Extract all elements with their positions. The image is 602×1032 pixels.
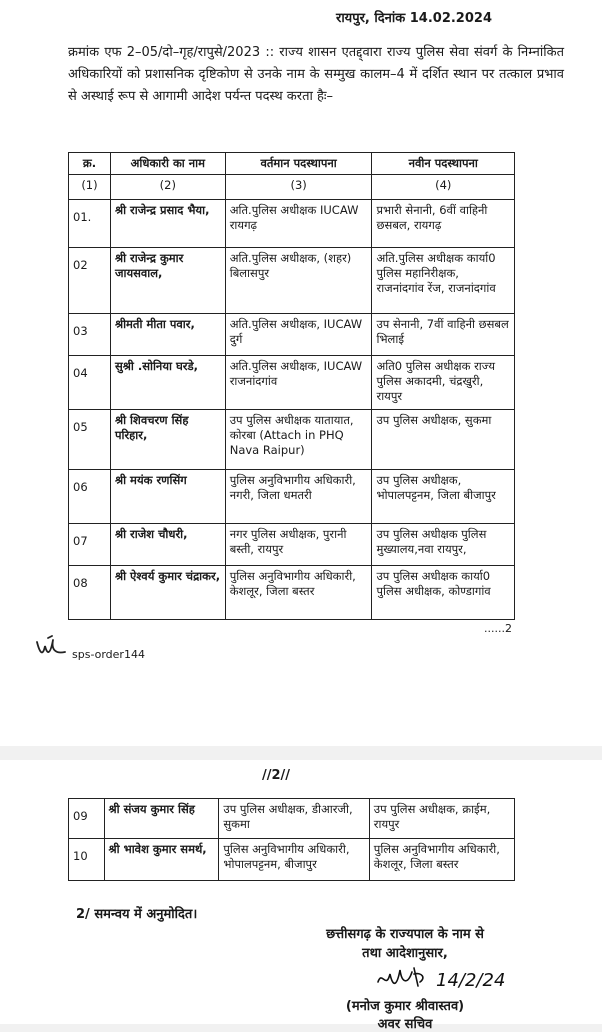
column-number: (3) [225,175,372,200]
posting-table [68,152,515,620]
officer-name: सुश्री .सोनिया घरडे, [110,356,225,410]
page-number: //2// [262,768,291,783]
table-row [69,356,515,410]
header-current-posting: वर्तमान पदस्थापना [225,153,372,175]
officer-name: श्री मयंक रणसिंग [110,470,225,524]
reference-code: sps-order144 [72,648,145,661]
column-number: (2) [110,175,225,200]
handwritten-signature [374,960,524,996]
serial-number: 03 [69,314,111,356]
new-posting: अति.पुलिस अधीक्षक कार्या0 पुलिस महानिरीक्षक, राजनांदगांव रेंज, राजनांदगांव [372,248,515,314]
serial-number: 10 [69,839,105,881]
officer-name: श्री राजेन्द्र कुमार जायसवाल, [110,248,225,314]
current-posting: अति.पुलिस अधीक्षक IUCAW रायगढ़ [225,200,372,248]
officer-designation: अवर सचिव [377,1017,433,1032]
new-posting: प्रभारी सेनानी, 6वीं वाहिनी छसबल, रायगढ़ [372,200,515,248]
serial-number: 08 [69,566,111,620]
table-row [69,566,515,620]
current-posting: पुलिस अनुविभागीय अधिकारी, भोपालपट्टनम, बीजापुर [219,839,369,881]
place-date: रायपुर, दिनांक 14.02.2024 [336,11,492,26]
current-posting: अति.पुलिस अधीक्षक, IUCAW दुर्ग [225,314,372,356]
current-posting: उप पुलिस अधीक्षक यातायात, कोरबा (Attach in PHQ Nava Raipur) [225,410,372,470]
new-posting: उप पुलिस अधीक्षक, सुकमा [372,410,515,470]
new-posting: उप पुलिस अधीक्षक कार्या0 पुलिस अधीक्षक, कोण्डागांव [372,566,515,620]
officer-name: श्री शिवचरण सिंह परिहार, [110,410,225,470]
table-header-row [69,153,515,175]
table-row [69,410,515,470]
table-row [69,200,515,248]
officer-name-signatory: (मनोज कुमार श्रीवास्तव) [345,999,465,1014]
current-posting: उप पुलिस अधीक्षक, डीआरजी, सुकमा [219,799,369,839]
table-row [69,799,515,839]
header-officer-name: अधिकारी का नाम [110,153,225,175]
header-new-posting: नवीन पदस्थापना [372,153,515,175]
table-row [69,248,515,314]
header-sno: क्र. [69,153,111,175]
serial-number: 07 [69,524,111,566]
new-posting: उप पुलिस अधीक्षक पुलिस मुख्यालय,नवा रायपुर, [372,524,515,566]
table-row [69,524,515,566]
new-posting: पुलिस अनुविभागीय अधिकारी, केशलूर, जिला बस्तर [369,839,514,881]
approval-text: 2/ समन्वय में अनुमोदित। [76,907,198,922]
signature-date: 14/2/24 [436,970,506,991]
officer-name: श्रीमती मीता पवार, [110,314,225,356]
new-posting: उप पुलिस अधीक्षक, क्राईम, रायपुर [369,799,514,839]
officer-name: श्री राजेश चौधरी, [110,524,225,566]
current-posting: नगर पुलिस अधीक्षक, पुरानी बस्ती, रायपुर [225,524,372,566]
posting-table-continued [68,798,515,881]
handwritten-initials [34,634,68,660]
officer-name: श्री संजय कुमार सिंह [104,799,219,839]
current-posting: अति.पुलिस अधीक्षक, IUCAW राजनांदगांव [225,356,372,410]
table-row [69,314,515,356]
column-number-row [69,175,515,200]
table-row [69,839,515,881]
continued-marker: ......2 [484,622,512,635]
governor-authority-line: छत्तीसगढ़ के राज्यपाल के नाम से [326,927,484,942]
table-row [69,470,515,524]
current-posting: पुलिस अनुविभागीय अधिकारी, केशलूर, जिला बस्तर [225,566,372,620]
column-number: (4) [372,175,515,200]
new-posting: उप सेनानी, 7वीं वाहिनी छसबल भिलाई [372,314,515,356]
serial-number: 09 [69,799,105,839]
officer-name: श्री राजेन्द्र प्रसाद भैया, [110,200,225,248]
serial-number: 02 [69,248,111,314]
officer-name: श्री ऐश्वर्य कुमार चंद्राकर, [110,566,225,620]
current-posting: अति.पुलिस अधीक्षक, (शहर) बिलासपुर [225,248,372,314]
order-authority-line: तथा आदेशानुसार, [362,946,448,961]
serial-number: 05 [69,410,111,470]
current-posting: पुलिस अनुविभागीय अधिकारी, नगरी, जिला धमतरी [225,470,372,524]
order-paragraph: क्रमांक एफ 2–05/दो–गृह/रापुसे/2023 :: राज्य शासन एतद्द्वारा राज्य पुलिस सेवा संवर्ग के निम्नांकित अधिकारियों को प्रशासनिक दृष्टिकोण से उनके नाम के सम्मुख कालम–4 में दर्शित स्थान पर तत्काल प्रभाव से अस्थाई रूप से आगामी आदेश पर्यन्त पदस्थ करता हैः– [68,45,564,104]
column-number: (1) [69,175,111,200]
serial-number: 01. [69,200,111,248]
order-page-2 [0,760,602,1032]
new-posting: अति0 पुलिस अधीक्षक राज्य पुलिस अकादमी, चंद्रखुरी, रायपुर [372,356,515,410]
new-posting: उप पुलिस अधीक्षक, भोपालपट्टनम, जिला बीजापुर [372,470,515,524]
serial-number: 06 [69,470,111,524]
officer-name: श्री भावेश कुमार समर्थ, [104,839,219,881]
serial-number: 04 [69,356,111,410]
